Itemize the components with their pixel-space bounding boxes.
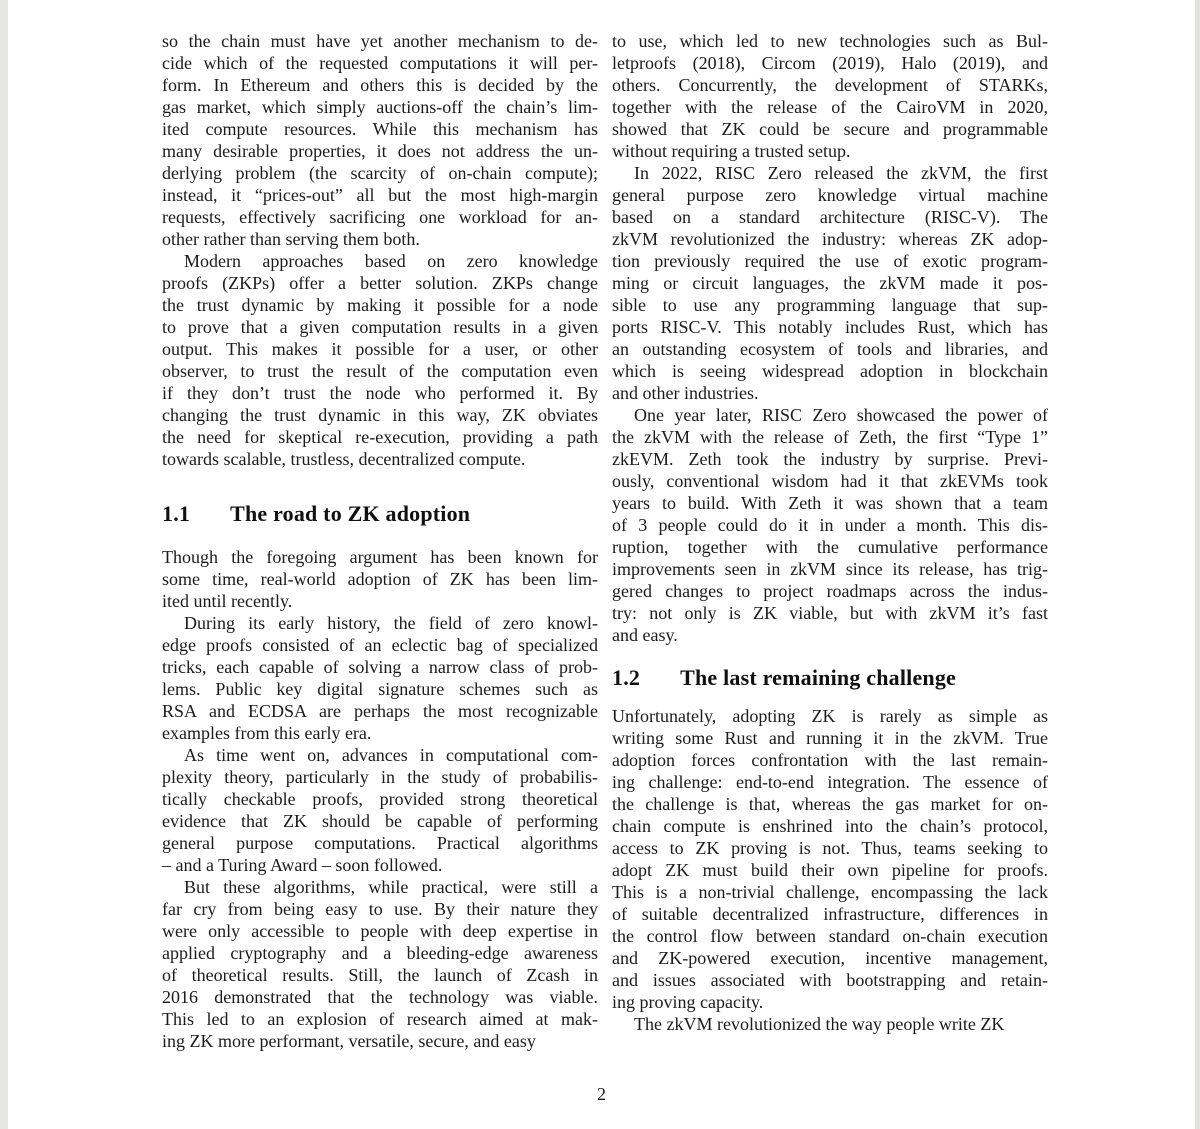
text-line: instead, it “prices-out” all but the most high-margin bbox=[162, 185, 598, 205]
section-number: 1.2 bbox=[612, 665, 641, 690]
paragraph bbox=[162, 612, 598, 744]
text-line: zkVM revolutionized the industry: whereas ZK adop- bbox=[612, 229, 1048, 249]
text-line: tically checkable proofs, provided strong theoretical bbox=[162, 789, 598, 809]
column-left bbox=[162, 30, 598, 1052]
text-line: requests, effectively sacrificing one workload for an- bbox=[162, 207, 598, 227]
text-line: some time, real-world adoption of ZK has been lim- bbox=[162, 569, 598, 589]
text-line: applied cryptography and a bleeding-edge awareness bbox=[162, 943, 598, 963]
text-line: Unfortunately, adopting ZK is rarely as simple as bbox=[612, 706, 1048, 726]
paragraph bbox=[612, 1013, 1048, 1035]
text-line: so the chain must have yet another mechanism to de- bbox=[162, 31, 598, 51]
text-line: ing challenge: end-to-end integration. The essence of bbox=[612, 772, 1048, 792]
text-line: One year later, RISC Zero showcased the power of bbox=[634, 405, 1048, 425]
text-line: others. Concurrently, the development of STARKs, bbox=[612, 75, 1048, 95]
text-line: During its early history, the field of zero knowl- bbox=[184, 613, 598, 633]
text-line: This is a non-trivial challenge, encompassing the lack bbox=[612, 882, 1048, 902]
text-line: adopt ZK must build their own pipeline for proofs. bbox=[612, 860, 1048, 880]
text-line: and issues associated with bootstrapping and retain- bbox=[612, 970, 1048, 990]
text-line: many desirable properties, it does not address the un- bbox=[162, 141, 598, 161]
text-line: tricks, each capable of solving a narrow class of prob- bbox=[162, 657, 598, 677]
text-line: ruption, together with the cumulative performance bbox=[612, 537, 1048, 557]
text-line: other rather than serving them both. bbox=[162, 229, 420, 249]
text-line: form. In Ethereum and others this is decided by the bbox=[162, 75, 598, 95]
text-line: together with the release of the CairoVM in 2020, bbox=[612, 97, 1048, 117]
text-line: gered changes to project roadmaps across the indus- bbox=[612, 581, 1048, 601]
text-line: writing some Rust and running it in the zkVM. True bbox=[612, 728, 1048, 748]
text-line: adoption forces confrontation with the last remain- bbox=[612, 750, 1048, 770]
text-line: tion previously required the use of exotic program- bbox=[612, 251, 1048, 271]
text-line: observer, to trust the result of the computation even bbox=[162, 361, 598, 381]
text-line: were only accessible to people with deep expertise in bbox=[162, 921, 598, 941]
text-line: of theoretical results. Still, the launch of Zcash in bbox=[162, 965, 598, 985]
paragraph bbox=[162, 30, 598, 250]
text-line: the trust dynamic by making it possible for a node bbox=[162, 295, 598, 315]
paper-two-column-body bbox=[162, 30, 1048, 1052]
text-line: cide which of the requested computations it will per- bbox=[162, 53, 598, 73]
text-line: proofs (ZKPs) offer a better solution. ZKPs change bbox=[162, 273, 598, 293]
text-line: and ZK-powered execution, incentive management, bbox=[612, 948, 1048, 968]
text-line: and other industries. bbox=[612, 383, 759, 403]
text-line: The zkVM revolutionized the way people write ZK bbox=[634, 1014, 1005, 1034]
section-title: The road to ZK adoption bbox=[230, 501, 471, 526]
section-heading bbox=[162, 500, 598, 528]
text-line: gas market, which simply auctions-off the chain’s lim- bbox=[162, 97, 598, 117]
text-line: try: not only is ZK viable, but with zkVM it’s fast bbox=[612, 603, 1048, 623]
text-line: ited compute resources. While this mechanism has bbox=[162, 119, 598, 139]
text-line: zkEVM. Zeth took the industry by surprise. Previ- bbox=[612, 449, 1048, 469]
text-line: of 3 people could do it in under a month. This dis- bbox=[612, 515, 1048, 535]
paragraph bbox=[612, 404, 1048, 646]
paragraph bbox=[612, 162, 1048, 404]
text-line: of suitable decentralized infrastructure, differences in bbox=[612, 904, 1048, 924]
text-line: lems. Public key digital signature schemes such as bbox=[162, 679, 598, 699]
text-line: the control flow between standard on-chain execution bbox=[612, 926, 1048, 946]
text-line: Modern approaches based on zero knowledge bbox=[184, 251, 598, 271]
text-line: general purpose zero knowledge virtual machine bbox=[612, 185, 1048, 205]
text-line: the zkVM with the release of Zeth, the first “Type 1” bbox=[612, 427, 1048, 447]
text-line: and easy. bbox=[612, 625, 678, 645]
text-line: ited until recently. bbox=[162, 591, 293, 611]
page-number: 2 bbox=[597, 1084, 606, 1104]
text-line: derlying problem (the scarcity of on-chain compute); bbox=[162, 163, 598, 183]
text-line: But these algorithms, while practical, were still a bbox=[184, 877, 598, 897]
text-line: without requiring a trusted setup. bbox=[612, 141, 851, 161]
paragraph bbox=[162, 546, 598, 612]
text-line: towards scalable, trustless, decentralized compute. bbox=[162, 449, 526, 469]
text-line: to use, which led to new technologies such as Bul- bbox=[612, 31, 1048, 51]
text-line: far cry from being easy to use. By their nature they bbox=[162, 899, 598, 919]
text-line: examples from this early era. bbox=[162, 723, 372, 743]
section-heading bbox=[612, 664, 1048, 692]
column-right bbox=[612, 30, 1048, 1052]
text-line: ing proving capacity. bbox=[612, 992, 764, 1012]
text-line: output. This makes it possible for a user, or other bbox=[162, 339, 598, 359]
text-line: changing the trust dynamic in this way, ZK obviates bbox=[162, 405, 598, 425]
text-line: the need for skeptical re-execution, providing a path bbox=[162, 427, 598, 447]
text-line: RSA and ECDSA are perhaps the most recognizable bbox=[162, 701, 598, 721]
text-line: to prove that a given computation results in a given bbox=[162, 317, 598, 337]
text-line: 2016 demonstrated that the technology was viable. bbox=[162, 987, 598, 1007]
text-line: In 2022, RISC Zero released the zkVM, the first bbox=[634, 163, 1048, 183]
text-line: ing ZK more performant, versatile, secure, and easy bbox=[162, 1031, 536, 1051]
paragraph bbox=[162, 876, 598, 1052]
text-line: evidence that ZK should be capable of performing bbox=[162, 811, 598, 831]
right-edge-strip bbox=[1195, 0, 1200, 1129]
text-line: showed that ZK could be secure and programmable bbox=[612, 119, 1048, 139]
text-line: plexity theory, particularly in the study of probabilis- bbox=[162, 767, 598, 787]
text-line: sible to use any programming language that sup- bbox=[612, 295, 1048, 315]
text-line: This led to an explosion of research aimed at mak- bbox=[162, 1009, 598, 1029]
text-line: – and a Turing Award – soon followed. bbox=[162, 855, 443, 875]
text-line: improvements seen in zkVM since its release, has trig- bbox=[612, 559, 1048, 579]
text-line: general purpose computations. Practical algorithms bbox=[162, 833, 598, 853]
paragraph bbox=[162, 250, 598, 470]
text-line: edge proofs consisted of an eclectic bag of specialized bbox=[162, 635, 598, 655]
text-line: As time went on, advances in computational com- bbox=[184, 745, 598, 765]
text-line: if they don’t trust the node who performed it. By bbox=[162, 383, 598, 403]
text-line: an outstanding ecosystem of tools and libraries, and bbox=[612, 339, 1048, 359]
left-edge-strip bbox=[0, 0, 8, 1129]
text-line: the challenge is that, whereas the gas market for on- bbox=[612, 794, 1048, 814]
text-line: which is seeing widespread adoption in blockchain bbox=[612, 361, 1048, 381]
section-number: 1.1 bbox=[162, 501, 191, 526]
text-line: letproofs (2018), Circom (2019), Halo (2019), and bbox=[612, 53, 1048, 73]
paragraph bbox=[162, 744, 598, 876]
text-line: access to ZK proving is not. Thus, teams seeking to bbox=[612, 838, 1048, 858]
text-line: ming or circuit languages, the zkVM made it pos- bbox=[612, 273, 1048, 293]
text-line: based on a standard architecture (RISC-V). The bbox=[612, 207, 1048, 227]
paragraph bbox=[612, 705, 1048, 1013]
text-line: chain compute is enshrined into the chain’s protocol, bbox=[612, 816, 1048, 836]
text-line: ports RISC-V. This notably includes Rust, which has bbox=[612, 317, 1048, 337]
text-line: Though the foregoing argument has been known for bbox=[162, 547, 598, 567]
section-title: The last remaining challenge bbox=[680, 665, 957, 690]
text-line: ously, conventional wisdom had it that zkEVMs took bbox=[612, 471, 1048, 491]
text-line: years to build. With Zeth it was shown that a team bbox=[612, 493, 1048, 513]
paragraph bbox=[612, 30, 1048, 162]
